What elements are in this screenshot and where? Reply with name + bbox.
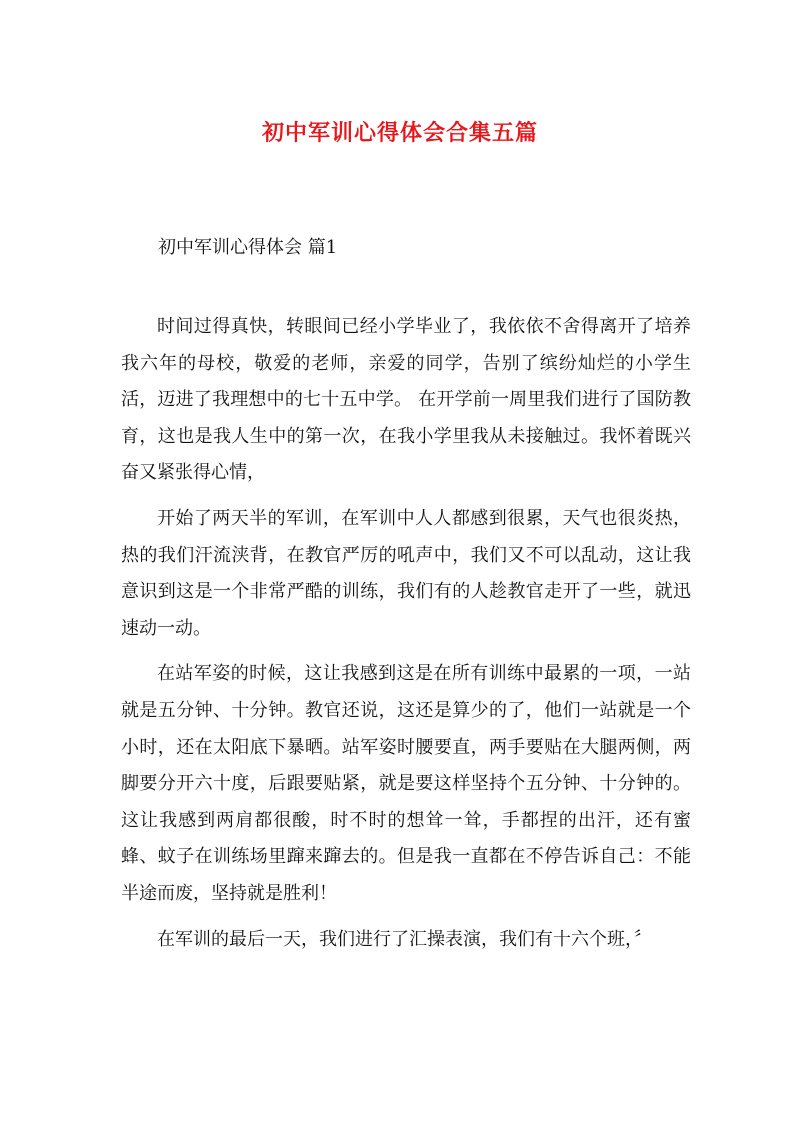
document-title: 初中军训心得体会合集五篇 [261, 119, 538, 146]
paragraph: 在军训的最后一天，我们进行了汇操表演，我们有十六个班，〞 [157, 928, 652, 950]
section-heading: 初中军训心得体会 篇1 [158, 237, 338, 258]
paragraph: 时间过得真快，转眼间已经小学毕业了，我依依不舍得离开了培养我六年的母校，敬爱的老师，亲爱的同学，告别了缤纷灿烂的小学生活，迈进了我理想中的七十五中学。 在开学前一周里我们进行了国防教育，这也是我人生中的第一次，在我小学里我从未接触过。我怀着既兴奋又紧张得心情， [121, 316, 691, 484]
body-text [121, 309, 691, 967]
paragraph: 在站军姿的时候，这让我感到这是在所有训练中最累的一项，一站就是五分钟、十分钟。教官还说，这还是算少的了，他们一站就是一个小时，还在太阳底下暴晒。站军姿时腰要直，两手要贴在大腿两侧，两脚要分开六十度，后跟要贴紧，就是要这样坚持个五分钟、十分钟的。这让我感到两肩都很酸，时不时的想耸一耸，手都捏的出汗，还有蜜蜂、蚊子在训练场里蹿来蹿去的。但是我一直都在不停告诉自己：不能半途而废，坚持就是胜利！ [121, 663, 691, 904]
paragraph: 开始了两天半的军训，在军训中人人都感到很累，天气也很炎热，热的我们汗流浃背，在教官严厉的吼声中，我们又不可以乱动，这让我意识到这是一个非常严酷的训练，我们有的人趁教官走开了一些，就迅速动一动。 [121, 507, 691, 639]
